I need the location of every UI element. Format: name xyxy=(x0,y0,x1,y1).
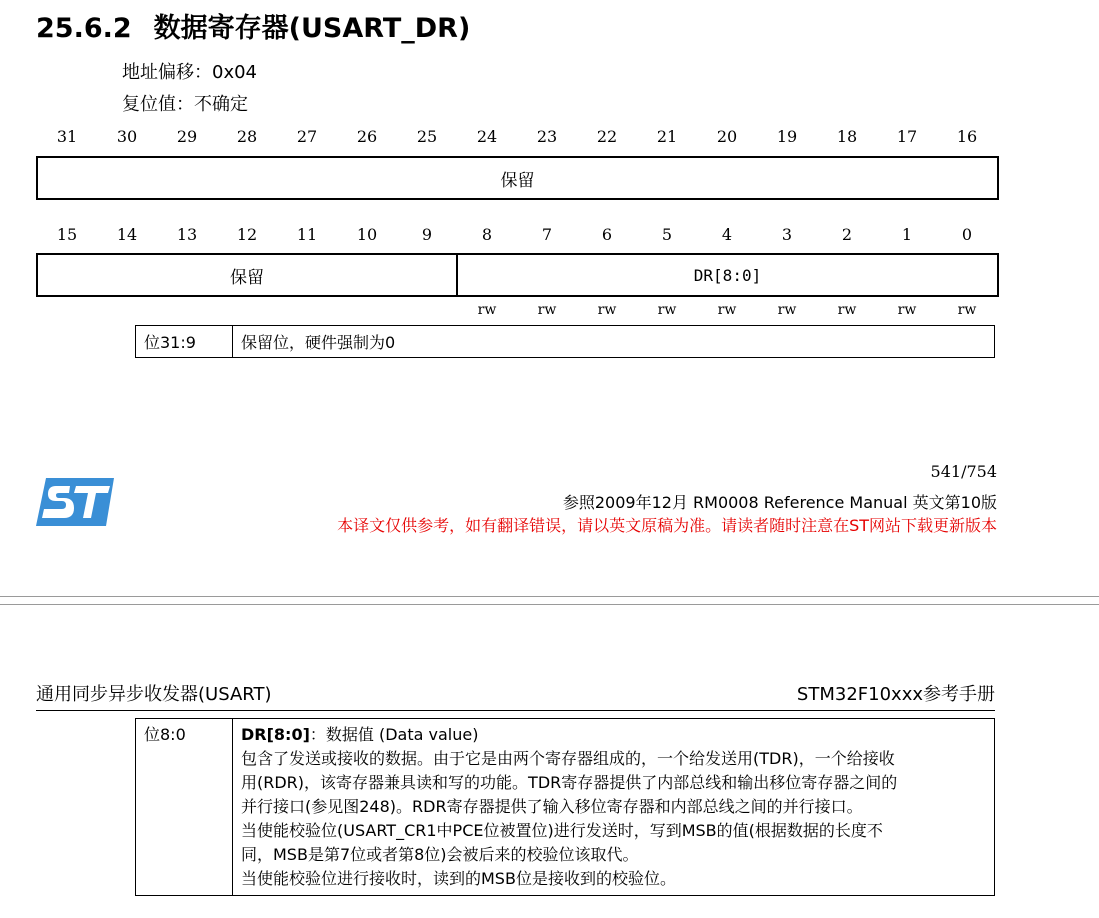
section-title-text: 数据寄存器(USART_DR) xyxy=(153,13,471,44)
description-line: 用(RDR)，该寄存器兼具读和写的功能。TDR寄存器提供了内部总线和输出移位寄存器之间的 xyxy=(241,773,898,792)
bit-description: 保留位，硬件强制为0 xyxy=(233,326,995,358)
st-logo-icon xyxy=(36,476,114,528)
bit-number: 23 xyxy=(536,127,558,146)
bit-number: 8 xyxy=(481,225,493,244)
description-line: 并行接口(参见图248)。RDR寄存器提供了输入移位寄存器和内部总线之间的并行接口。 xyxy=(241,797,863,816)
bit-number: 6 xyxy=(601,225,613,244)
description-line: 同，MSB是第7位或者第8位)会被后来的校验位该取代。 xyxy=(241,845,639,864)
bit-number: 13 xyxy=(176,225,198,244)
access-type: rw xyxy=(657,302,677,318)
bit-description xyxy=(233,719,995,896)
register-high-box xyxy=(36,156,999,200)
bit-number: 14 xyxy=(116,225,138,244)
bit-number: 28 xyxy=(236,127,258,146)
bit-number: 9 xyxy=(421,225,433,244)
bit-number: 3 xyxy=(781,225,793,244)
page-separator xyxy=(0,604,1099,605)
description-line: 包含了发送或接收的数据。由于它是由两个寄存器组成的，一个给发送用(TDR)，一个给接收 xyxy=(241,749,895,768)
access-type: rw xyxy=(477,302,497,318)
bit-number: 2 xyxy=(841,225,853,244)
dr-field: DR[8:0] xyxy=(693,265,762,285)
bit-number: 0 xyxy=(961,225,973,244)
bit-number: 18 xyxy=(836,127,858,146)
bit-number: 1 xyxy=(901,225,913,244)
description-line: 当使能校验位进行接收时，读到的MSB位是接收到的校验位。 xyxy=(241,869,676,888)
bit-number: 31 xyxy=(56,127,78,146)
access-type: rw xyxy=(957,302,977,318)
bit-number: 22 xyxy=(596,127,618,146)
bit-range: 位31:9 xyxy=(136,326,233,358)
table-row xyxy=(136,719,995,896)
page-number: 541/754 xyxy=(930,462,997,481)
reference-note: 参照2009年12月 RM0008 Reference Manual 英文第10版 xyxy=(562,493,997,512)
bit-number: 30 xyxy=(116,127,138,146)
bit-number: 7 xyxy=(541,225,553,244)
bit-number: 16 xyxy=(956,127,978,146)
field-name: DR[8:0] xyxy=(241,725,310,744)
header-rule xyxy=(36,710,995,711)
bit-number: 24 xyxy=(476,127,498,146)
access-type: rw xyxy=(597,302,617,318)
access-type: rw xyxy=(777,302,797,318)
bit-number: 15 xyxy=(56,225,78,244)
access-type: rw xyxy=(897,302,917,318)
bit-numbers-high xyxy=(37,127,997,146)
table-row xyxy=(136,326,995,358)
bit-range: 位8:0 xyxy=(136,719,233,896)
manual-header: STM32F10xxx参考手册 xyxy=(796,684,995,705)
page-separator xyxy=(0,596,1099,597)
bit-number: 11 xyxy=(296,225,318,244)
bit-number: 21 xyxy=(656,127,678,146)
access-type: rw xyxy=(837,302,857,318)
section-title xyxy=(36,6,470,45)
bit-number: 29 xyxy=(176,127,198,146)
translation-notice: 本译文仅供参考，如有翻译错误，请以英文原稿为准。请读者随时注意在ST网站下载更新版本 xyxy=(337,516,997,535)
bit-number: 5 xyxy=(661,225,673,244)
bit-description-table-2 xyxy=(135,718,995,896)
bit-numbers-low xyxy=(37,225,997,244)
reset-value: 复位值：不确定 xyxy=(122,94,248,115)
bit-number: 20 xyxy=(716,127,738,146)
bit-number: 25 xyxy=(416,127,438,146)
description-line: 当使能校验位(USART_CR1中PCE位被置位)进行发送时，写到MSB的值(根据数据的长度不 xyxy=(241,821,883,840)
address-offset: 地址偏移：0x04 xyxy=(122,62,258,83)
chapter-header: 通用同步异步收发器(USART) xyxy=(36,684,272,705)
field-title: ：数据值 (Data value) xyxy=(309,725,479,744)
bit-number: 12 xyxy=(236,225,258,244)
access-type: rw xyxy=(537,302,557,318)
reserved-field-low: 保留 xyxy=(38,255,458,295)
access-types xyxy=(37,302,997,318)
bit-number: 4 xyxy=(721,225,733,244)
access-type: rw xyxy=(717,302,737,318)
register-low-box xyxy=(36,253,999,297)
bit-description-table-1 xyxy=(135,325,995,358)
reserved-field-high: 保留 xyxy=(500,170,535,191)
bit-number: 17 xyxy=(896,127,918,146)
bit-number: 27 xyxy=(296,127,318,146)
section-number: 25.6.2 xyxy=(36,13,132,44)
bit-number: 10 xyxy=(356,225,378,244)
bit-number: 19 xyxy=(776,127,798,146)
bit-number: 26 xyxy=(356,127,378,146)
